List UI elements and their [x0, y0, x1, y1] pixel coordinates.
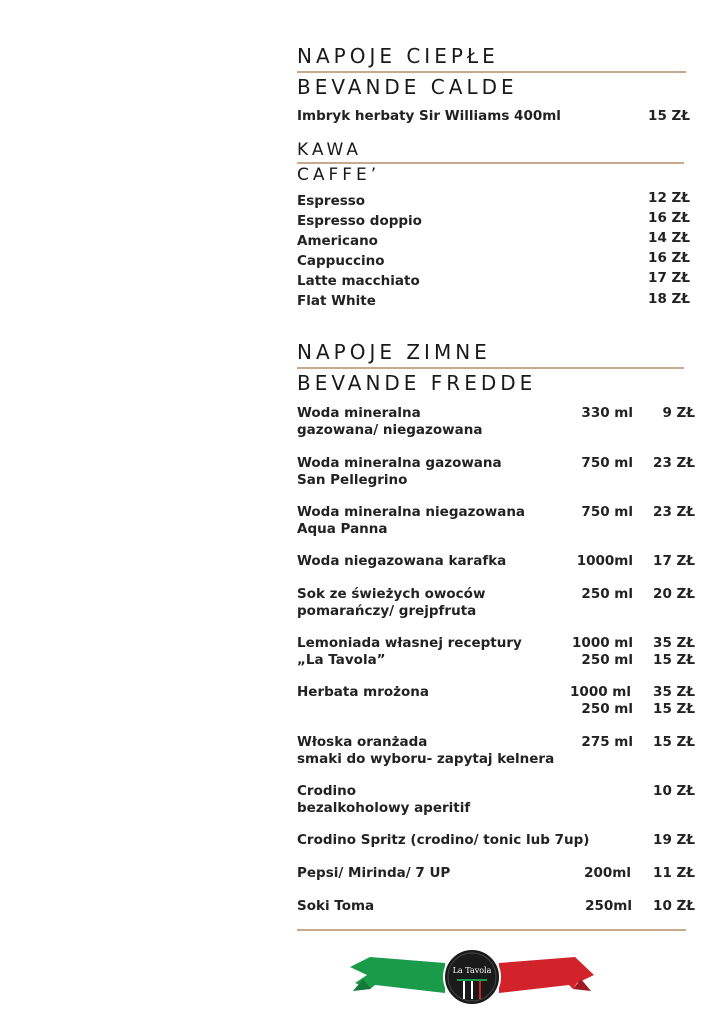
- logo-t-stem: [479, 981, 481, 999]
- menu-item-volume: 1000 ml: [570, 684, 631, 700]
- menu-item-price: 19 ZŁ: [653, 832, 695, 848]
- menu-item-price: 15 ZŁ: [653, 734, 695, 750]
- la-tavola-logo: [345, 945, 599, 1013]
- menu-item-volume: 1000 ml: [572, 635, 633, 651]
- menu-item-price: 11 ZŁ: [653, 865, 695, 881]
- menu-item-name: Woda mineralna: [297, 405, 421, 421]
- menu-item-price: 20 ZŁ: [653, 586, 695, 602]
- menu-item-price: 15 ZŁ: [653, 652, 695, 668]
- section-title-coffee-pl: KAWA: [297, 140, 363, 160]
- menu-item-price: 15 ZŁ: [648, 108, 690, 124]
- menu-item-volume: 200ml: [584, 865, 631, 881]
- logo-t-bar-green: [457, 979, 487, 981]
- section-title-coffee-it: CAFFE’: [297, 165, 381, 185]
- menu-item-desc: bezalkoholowy aperitif: [297, 800, 471, 816]
- menu-item-name: Lemoniada własnej receptury: [297, 635, 522, 651]
- menu-item-name: Woda mineralna niegazowana: [297, 504, 526, 520]
- menu-item-volume: 275 ml: [581, 734, 633, 750]
- menu-item-price: 18 ZŁ: [648, 291, 690, 307]
- menu-item-name: Americano: [297, 233, 378, 249]
- logo-ribbon-graphic: [345, 945, 599, 1009]
- menu-item-volume: 250ml: [585, 898, 632, 914]
- logo-t-stem: [471, 981, 473, 999]
- menu-item-volume: 330 ml: [581, 405, 633, 421]
- menu-item-price: 17 ZŁ: [653, 553, 695, 569]
- menu-item-name: Cappuccino: [297, 253, 385, 269]
- menu-item-desc: Aqua Panna: [297, 521, 388, 537]
- menu-item-name: Flat White: [297, 293, 376, 309]
- menu-item-name: Espresso doppio: [297, 213, 422, 229]
- section-divider: [297, 367, 684, 369]
- menu-item-volume: 750 ml: [581, 504, 633, 520]
- menu-item-name: Herbata mrożona: [297, 684, 430, 700]
- menu-item-name: Woda niegazowana karafka: [297, 553, 507, 569]
- menu-item-volume: 250 ml: [581, 701, 633, 717]
- menu-item-desc: „La Tavola”: [297, 652, 386, 668]
- menu-item-price: 35 ZŁ: [653, 684, 695, 700]
- menu-item-name: Imbryk herbaty Sir Williams 400ml: [297, 108, 561, 124]
- menu-item-price: 9 ZŁ: [662, 405, 695, 421]
- section-title-cold-it: BEVANDE FREDDE: [297, 371, 537, 395]
- menu-item-desc: pomarańczy/ grejpfruta: [297, 603, 477, 619]
- menu-item-price: 14 ZŁ: [648, 230, 690, 246]
- menu-item-volume: 1000ml: [576, 553, 633, 569]
- section-divider: [297, 71, 686, 73]
- menu-item-price: 15 ZŁ: [653, 701, 695, 717]
- menu-item-name: Sok ze świeżych owoców: [297, 586, 486, 602]
- menu-item-price: 23 ZŁ: [653, 504, 695, 520]
- menu-item-volume: 250 ml: [581, 652, 633, 668]
- menu-item-name: Latte macchiato: [297, 273, 420, 289]
- logo-t-stem: [463, 981, 465, 999]
- menu-item-price: 12 ZŁ: [648, 190, 690, 206]
- menu-item-desc: smaki do wyboru- zapytaj kelnera: [297, 751, 555, 767]
- menu-item-price: 17 ZŁ: [648, 270, 690, 286]
- menu-item-desc: San Pellegrino: [297, 472, 408, 488]
- menu-item-price: 23 ZŁ: [653, 455, 695, 471]
- menu-item-volume: 250 ml: [581, 586, 633, 602]
- menu-item-name: Soki Toma: [297, 898, 375, 914]
- footer-divider: [297, 929, 686, 931]
- menu-item-name: Woda mineralna gazowana: [297, 455, 502, 471]
- section-title-hot-pl: NAPOJE CIEPŁE: [297, 44, 499, 68]
- menu-item-name: Pepsi/ Mirinda/ 7 UP: [297, 865, 451, 881]
- menu-item-name: Crodino: [297, 783, 357, 799]
- section-divider: [297, 162, 684, 164]
- menu-item-name: Włoska oranżada: [297, 734, 428, 750]
- menu-item-name: Espresso: [297, 193, 366, 209]
- menu-item-price: 16 ZŁ: [648, 210, 690, 226]
- menu-item-name: Crodino Spritz (crodino/ tonic lub 7up): [297, 832, 590, 848]
- menu-item-price: 35 ZŁ: [653, 635, 695, 651]
- menu-item-desc: gazowana/ niegazowana: [297, 422, 483, 438]
- menu-item-price: 10 ZŁ: [653, 898, 695, 914]
- section-title-cold-pl: NAPOJE ZIMNE: [297, 340, 491, 364]
- menu-item-price: 16 ZŁ: [648, 250, 690, 266]
- menu-item-price: 10 ZŁ: [653, 783, 695, 799]
- menu-item-volume: 750 ml: [581, 455, 633, 471]
- section-title-hot-it: BEVANDE CALDE: [297, 75, 518, 99]
- logo-text: La Tavola: [452, 966, 492, 975]
